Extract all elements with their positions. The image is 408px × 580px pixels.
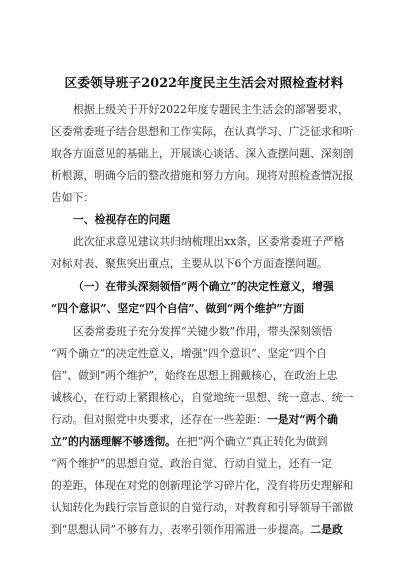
para-line-9: 认知转化为践行宗旨意识的自觉行动，对教育和引导领导干部做 <box>51 501 354 514</box>
para-line-6-text: 在把“两个确立”真正转化为做到 <box>175 435 328 448</box>
body-line-2: 对标对表、聚焦突出重点，主要从以下6个方面查摆问题。 <box>51 257 328 270</box>
para-line-7: “两个维护”的思想自觉、政治自觉、行动自觉上，还有一定 <box>51 457 332 470</box>
para-line-5-text: 行动。但对照党中央要求，还存在一些差距： <box>51 413 267 426</box>
para-line-2: “两个确立”的决定性意义，增强“四个意识”、坚定“四个自 <box>51 347 327 360</box>
intro-line-2: 区委常委班子结合思想和工作实际，在认真学习、广泛征求和听 <box>51 125 354 138</box>
intro-line-1: 根据上级关于开好2022年度专题民主生活会的部署要求， <box>73 103 349 116</box>
subheading-line-2: “四个意识”、坚定“四个自信”、做到“两个维护”方面 <box>51 302 305 315</box>
body-line-1: 此次征求意见建议共归纳梳理出xx条，区委常委班子严格 <box>73 235 345 248</box>
subheading-line-1: （一）在带头深刻领悟“两个确立”的决定性意义，增强 <box>73 280 334 293</box>
point-one-lead: 一是对“两个确 <box>266 413 338 426</box>
para-line-10-text: 到“思想认同”不够有力，表率引领作用需进一步提高。 <box>51 523 311 536</box>
intro-line-4: 析根源，明确今后的整改措施和努力方向。现将对照检查情况报 <box>51 169 354 182</box>
section-heading-1: 一、检视存在的问题 <box>73 213 171 226</box>
para-line-10 <box>51 523 357 537</box>
intro-line-5: 告如下： <box>51 191 95 204</box>
point-two-lead: 二是政 <box>310 523 343 536</box>
para-line-4: 诚核心，在行动上紧跟核心，自觉地统一思想、统一意志、统一 <box>51 391 354 404</box>
para-line-1: 区委常委班子充分发挥“关键少数”作用，带头深刻领悟 <box>73 325 333 338</box>
intro-line-3: 取各方面意见的基础上，开展谈心谈话、深入查摆问题、深刻剖 <box>51 147 354 160</box>
document-title: 区委领导班子2022年度民主生活会对照检查材料 <box>64 75 344 90</box>
para-line-6 <box>51 435 357 449</box>
para-line-3: 信”、做到“两个维护”，始终在思想上拥戴核心，在政治上忠 <box>51 369 338 382</box>
para-line-8: 的差距，体现在对党的创新理论学习碎片化，没有将历史理解和 <box>51 479 354 492</box>
para-line-5 <box>51 413 357 427</box>
point-one-lead-cont: 立”的内涵理解不够透彻。 <box>51 435 176 448</box>
